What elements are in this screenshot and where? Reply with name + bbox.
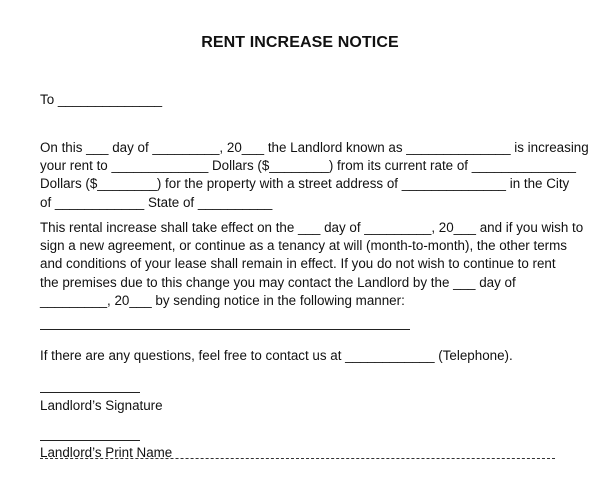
document-title: RENT INCREASE NOTICE [201,34,399,51]
contact-line: If there are any questions, feel free to contact us at ____________ (Telephone). [40,348,513,363]
paragraph-line: of ____________ State of __________ [40,194,273,210]
landlord-print-name-label: Landlord’s Print Name [40,445,173,460]
paragraph-line: and conditions of your lease shall remain in effect. If you do not wish to continue to rent [40,256,556,272]
paragraph-rent-increase [40,139,589,212]
signature-blank-line [40,392,140,393]
notice-manner-blank-line [40,329,410,330]
paragraph-line: your rent to _____________ Dollars ($________) from its current rate of ______________ [40,158,576,174]
landlord-signature-label: Landlord’s Signature [40,398,163,413]
paragraph-line: _________, 20___ by sending notice in the following manner: [40,292,405,308]
paragraph-effective-date [40,219,584,310]
paragraph-line: This rental increase shall take effect on the ___ day of _________, 20___ and if you wish to [40,220,584,235]
paragraph-line: sign a new agreement, or continue as a tenancy at will (month-to-month), the other terms [40,238,567,254]
to-line: To ______________ [40,92,163,107]
paragraph-line: the premises due to this change you may contact the Landlord by the ___ day of [40,274,516,290]
paragraph-line: Dollars ($________) for the property with a street address of ______________ in the City [40,176,570,192]
paragraph-line: On this ___ day of _________, 20___ the Landlord known as ______________ is increasing [40,140,589,155]
dashed-divider [40,458,555,459]
print-name-blank-line [40,440,140,441]
